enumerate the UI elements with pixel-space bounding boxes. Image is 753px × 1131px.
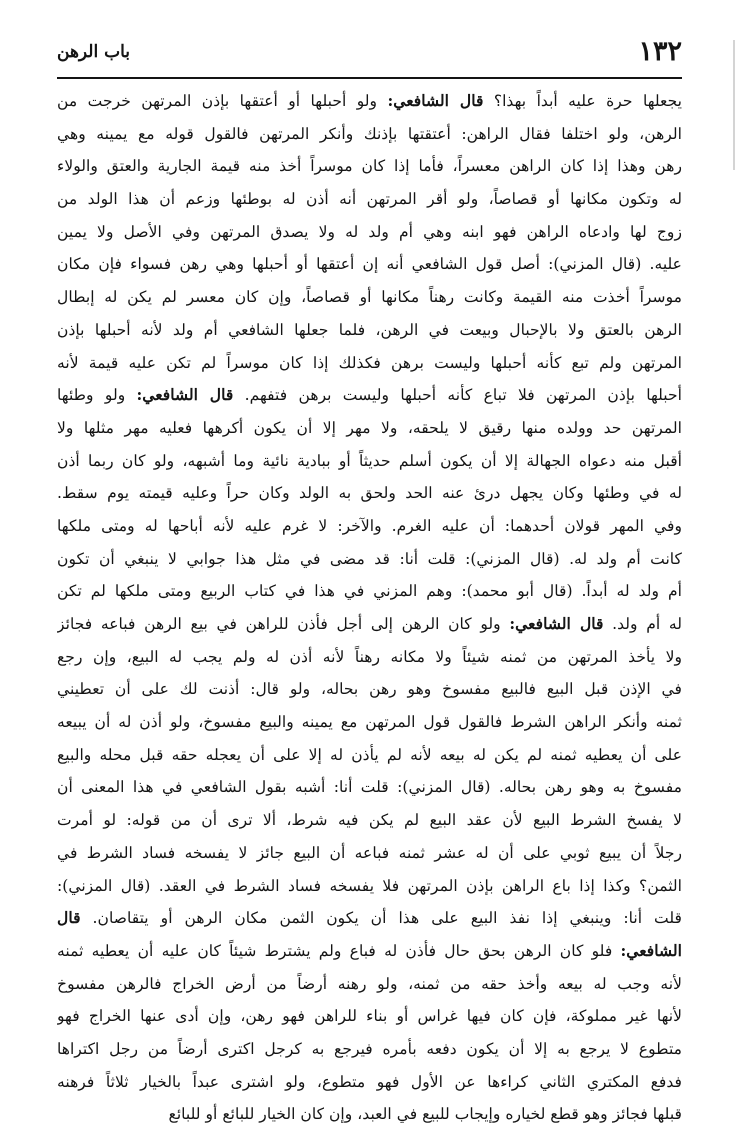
text-segment: ولو أحبلها أو أعتقها بإذن المرتهن خرجت من [57,92,388,110]
text-line [57,183,682,216]
text-line [57,870,682,903]
text-segment: في الإذن قبل البيع فالبيع مفسوخ وهو رهن بحاله، ولو قال: أذنت لك على أن تعطيني [57,680,682,699]
text-segment: متطوع لا يرجع به إلا أن يكون دفعه بأمره فيرجع به كرجل اكترى أرضاً من رجل اكتراها [57,1039,682,1058]
text-segment: يجعلها حرة عليه أبداً بهذا؟ [483,92,682,110]
body-text [57,85,682,1131]
text-segment: لأنها غير مملوكة، فإن كان فيها غراس أو بناء للراهن فهو رهن، وإن أدى عنها الخراج فهو [57,1007,682,1026]
speaker-label: الشافعي: [620,940,682,960]
text-line [57,248,682,281]
margin-scan-mark [733,40,735,170]
text-line [57,314,682,347]
text-segment: له أم ولد. [603,615,682,633]
page-number: ١٣٢ [638,36,682,67]
speaker-label: قال الشافعي: [509,614,604,633]
text-segment: الرهن، ولو اختلفا فقال الراهن: أعتقتها بإذنك وأنكر المرتهن فالقول قوله مع يمينه وهي [57,124,682,143]
text-line [57,477,682,510]
text-segment: أم ولد له أبداً. (قال أبو محمد): وهم المزني في هذا في كتاب الربيع ومتى ملكها لم تكن [57,582,682,601]
text-line [57,1000,682,1033]
text-line [57,543,682,576]
text-segment: له في وطئها وكان يجهل درئ عنه الحد ولحق به الولد وكان حراً وعليه قيمته يوم سقط. [57,484,682,503]
text-segment: موسراً أخذت منه القيمة وكانت رهناً مكانها أو قصاصاً، وإن كان معسر لم يكن له إبطال [57,288,682,307]
text-segment: أحبلها بإذن المرتهن فلا تباع كأنه أحبلها وليست برهن فتفهم. [233,386,682,405]
text-line [57,608,682,641]
text-line [57,118,682,151]
text-segment: رهن وهذا إذا كان الراهن معسراً، فأما إذا كان موسراً أخذ منه قيمة الجارية والعتق والولاء [57,157,682,176]
text-segment: المرتهن حد وولده منها رقيق لا يلحقه، ولا مهر إلا أن يكون أكرهها فعليه مهر مثلها ولا [57,418,682,437]
text-segment: مفسوخ به وهو رهن بحاله. (قال المزني): قلت أنا: أشبه بقول الشافعي في هذا المعنى أن [57,778,682,797]
text-line [57,281,682,314]
chapter-title: باب الرهن [57,42,131,62]
text-segment: كانت أم ولد له. (قال المزني): قلت أنا: قد مضى في مثل هذا جوابي لا ينبغي أن تكون [57,549,682,568]
text-segment: على أن يعطيه ثمنه لم يكن له بيعه لأنه لم يأذن له إلا على أن يعجله حقه قبل محله والبيع [57,745,682,764]
text-line [57,1033,682,1066]
text-segment: أقبل منه دعواه الجهالة إلا أن يكون أسلم حديثاً أو ببادية نائية وما أشبهه، ولو كان ربما أذن [57,451,682,470]
header-rule [57,77,682,79]
text-line [57,968,682,1001]
text-segment: ولا يأخذ المرتهن من ثمنه شيئاً ولا مكانه رهناً لأنه أذن له ولم يجب له البيع، وإن رجع [57,647,682,666]
text-segment: المرتهن ولم تبع كأنه أحبلها وليست برهن فكذلك إذا كان موسراً لم تكن عليه قيمة لأنه [57,353,682,372]
text-segment: ثمنه وأنكر الراهن الشرط فالقول قول المرتهن مع يمينه والبيع مفسوخ، ولو أذن له أن يبيعه [57,713,682,732]
text-line [57,216,682,249]
text-line [57,771,682,804]
text-line [57,804,682,837]
text-line [57,445,682,478]
text-line [57,902,682,935]
text-line [57,379,682,412]
text-line [57,1066,682,1099]
text-segment: ولو وطئها [57,386,137,405]
speaker-label: قال الشافعي: [387,91,484,110]
text-line [57,150,682,183]
text-line [57,837,682,870]
text-line [57,347,682,380]
text-line [57,935,682,968]
text-line [57,412,682,445]
text-segment: عليه. (قال المزني): أصل قول الشافعي أنه إن أعتقها أو أحبلها وهي رهن فسواء فإن مكان [57,255,682,274]
text-line [57,739,682,772]
text-segment: له وتكون مكانها أو قصاصاً، ولو أقر المرتهن أنه أذن له بوطئها وزعم أن هذا الولد من [57,190,682,209]
text-segment: رجلاً أن يبيع ثوبي على أن له عشر ثمنه فباعه أن البيع جائز لا يفسخه فساد الشرط في [57,843,682,862]
text-segment: ولو كان الرهن إلى أجل فأذن للراهن في بيع الرهن فباعه فجائز [57,615,510,633]
text-segment: قبلها فجائز وهو قطع لخياره وإيجاب للبيع في العبد، وإن كان الخيار للبائع أو للبائع [168,1105,682,1124]
speaker-label: قال [57,908,81,928]
text-line [57,85,682,118]
text-segment: زوج لها وادعاه الراهن فهو ابنه وهي أم ولد له ولا يصدق المرتهن وفي الأصل ولا يمين [57,222,682,241]
text-line [57,575,682,608]
text-segment: لأنه وجب له بيعه وأخذ حقه من ثمنه، ولو رهنه أرضاً من أرض الخراج فالرهن مفسوخ [57,974,682,993]
text-line [57,510,682,543]
text-segment: قلت أنا: وينبغي إذا نفذ البيع على هذا أن يكون الثمن مكان الرهن أو يتقاصان. [80,909,682,928]
text-segment: وفي المهر قولان أحدهما: أن عليه الغرم. والآخر: لا غرم عليه لأنه أباحها له ومتى ملكها [57,516,682,535]
text-segment: الرهن بالعتق ولا بالإحبال وبيعت في الرهن، فلما جعلها الشافعي أم ولد لأنه أحبلها بإذن [57,320,682,339]
page-header [57,30,682,70]
text-segment: فدفع المكتري الثاني كراءها عن الأول فهو متطوع، ولو اشترى عبداً بالخيار ثلاثاً فرهنه [57,1072,682,1091]
speaker-label: قال الشافعي: [136,385,234,405]
text-segment: فلو كان الرهن بحق حال فأذن له فباع ولم يشترط شيئاً كان عليه أن يعطيه ثمنه [57,941,621,960]
text-line [57,641,682,674]
text-segment: الثمن؟ وكذا إذا باع الراهن بإذن المرتهن فلا يفسخه فساد الشرط في العقد. (قال المزني): [57,876,682,895]
text-line [57,706,682,739]
text-segment: لا يفسخ الشرط البيع لأن عقد البيع لم يكن فيه شرط، ألا ترى أن من قوله: لو أمرت [57,811,682,830]
text-line [57,673,682,706]
text-line [57,1098,682,1131]
